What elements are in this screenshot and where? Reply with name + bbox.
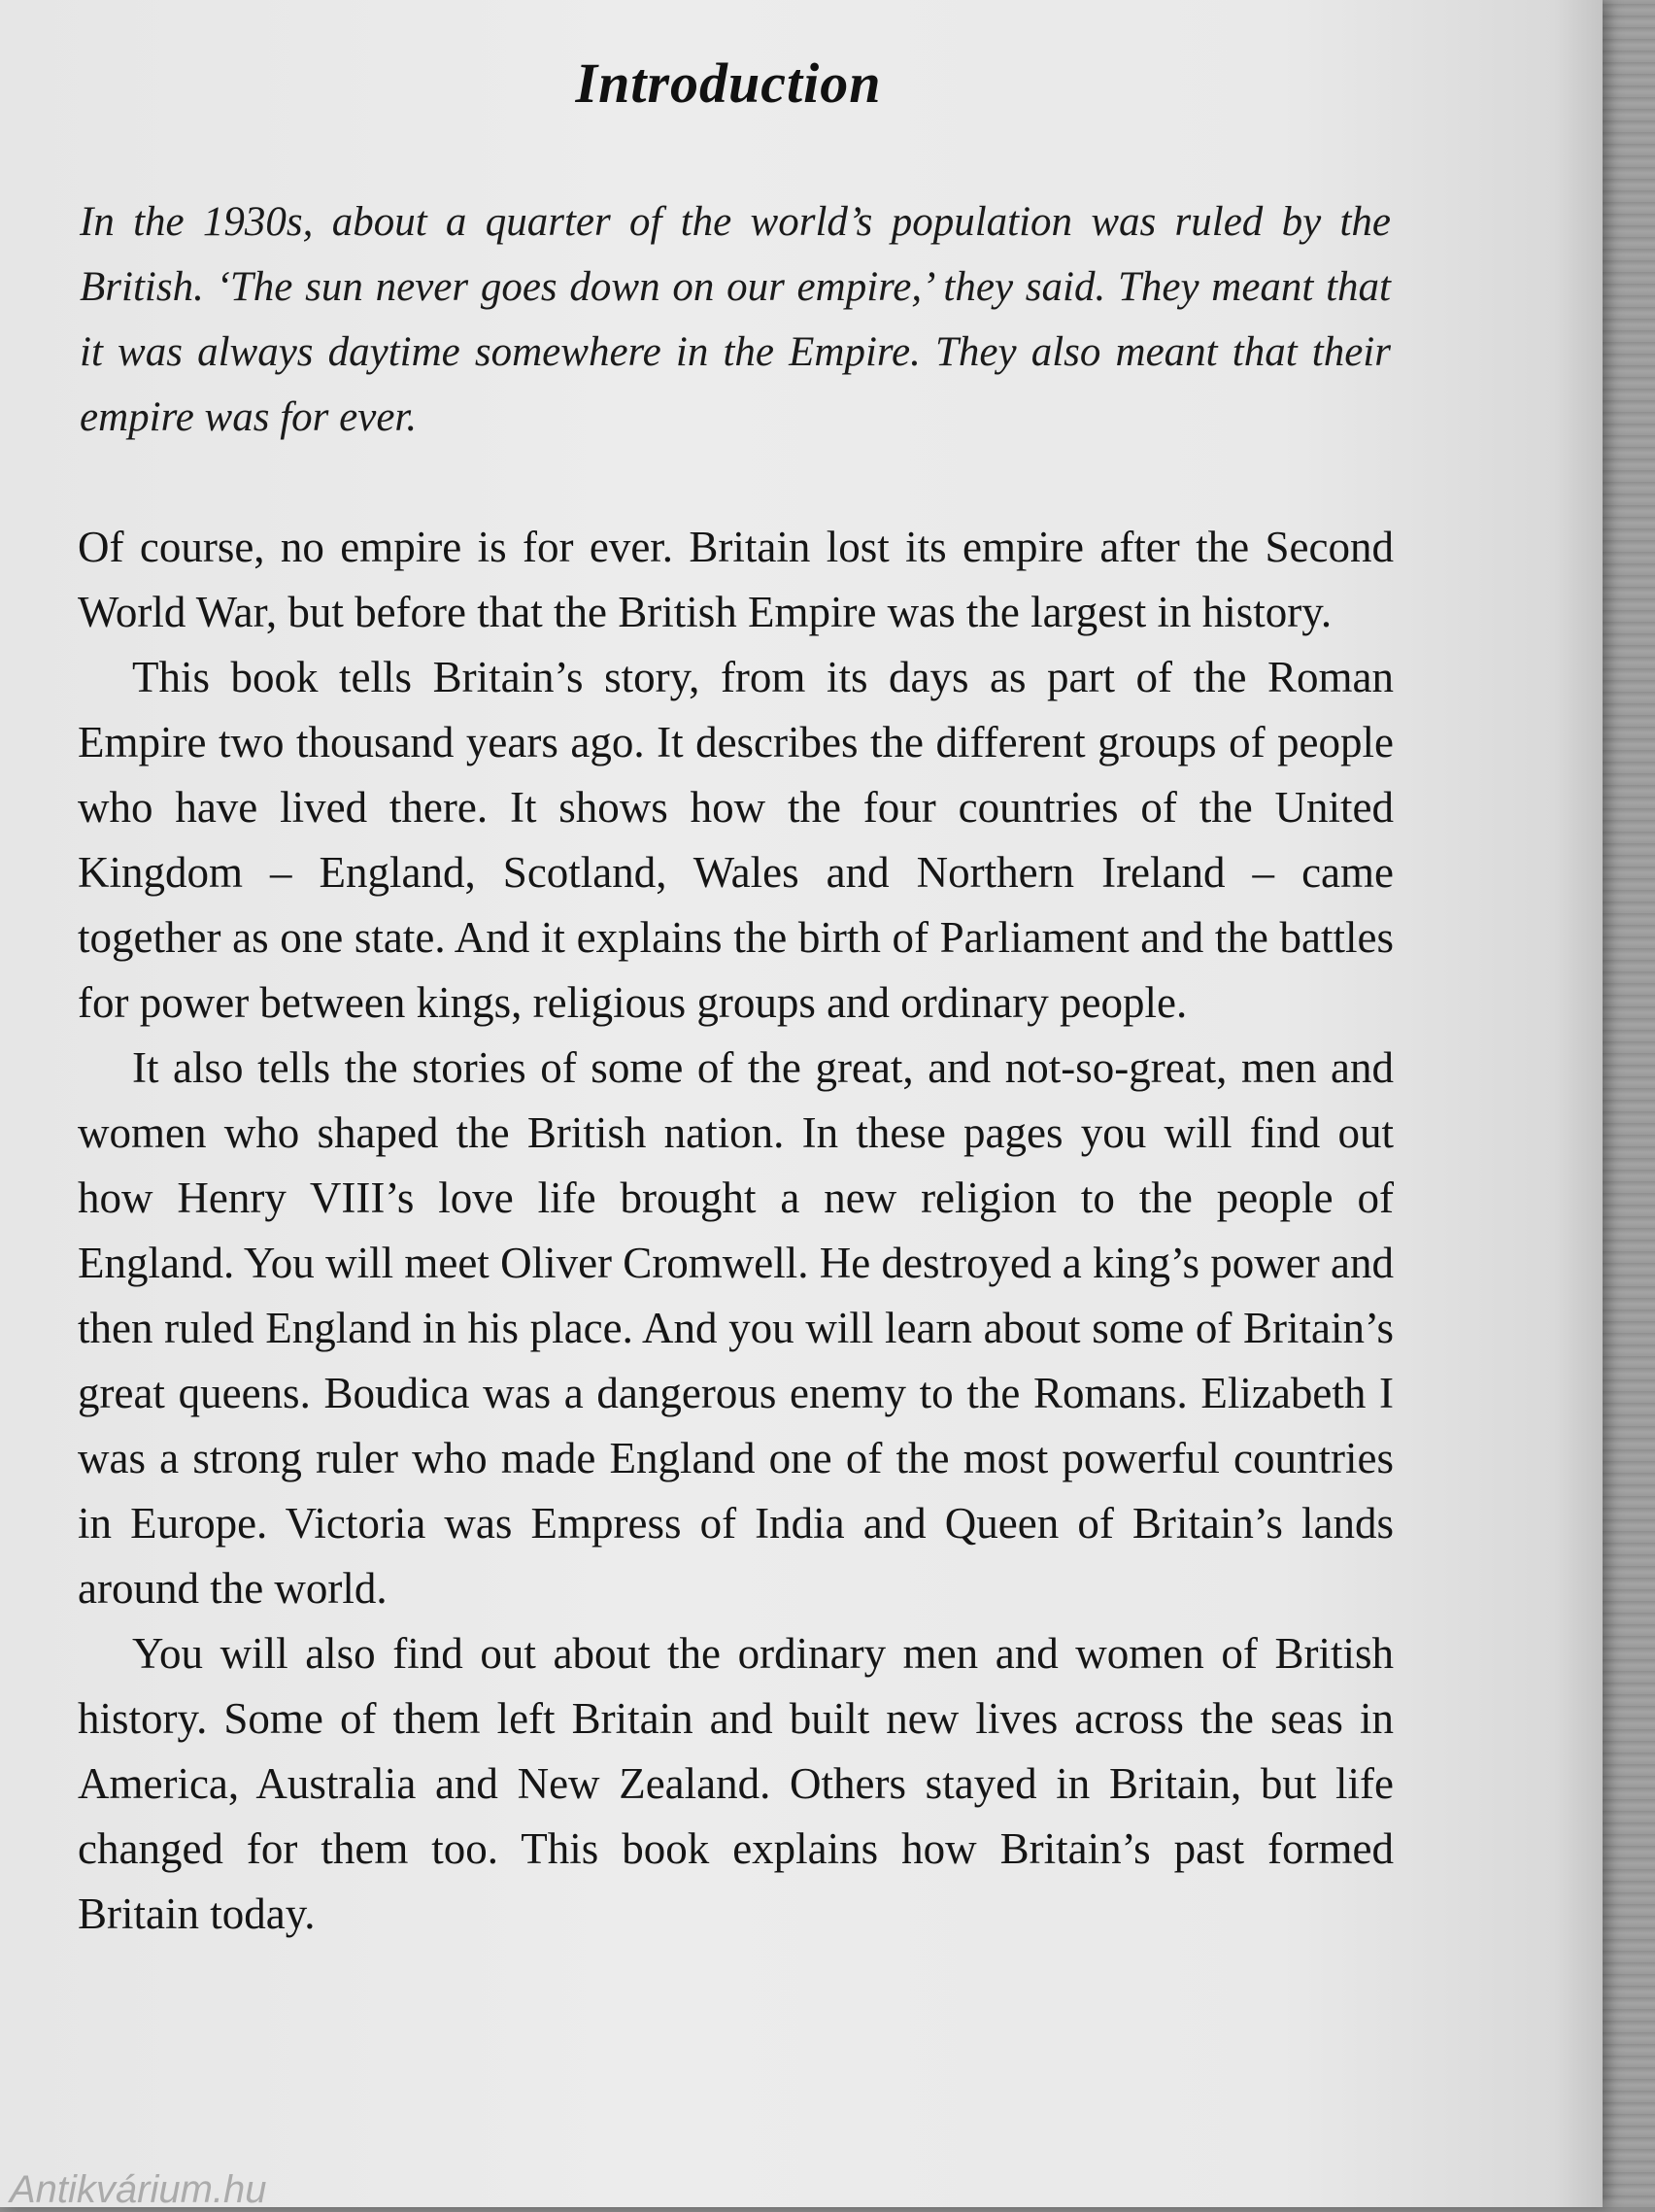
paragraph-4: You will also find out about the ordinary men and women of British history. Some of them left Britain and built new lives across the seas in America, Australia and New Zealand. Others stayed in Britain, but life changed for them too. This book explains how Britain’s past formed Britain today. <box>78 1629 1394 1938</box>
paragraph-1: Of course, no empire is for ever. Britain lost its empire after the Second World War, but before that the British Empire was the largest in history. <box>78 523 1394 636</box>
paragraph-3: It also tells the stories of some of the great, and not-so-great, men and women who shaped the British nation. In these pages you will find out how Henry VIII’s love life brought a new religion to the people of England. You will meet Oliver Cromwell. He destroyed a king’s power and then ruled England in his place. And you will learn about some of Britain’s great queens. Boudica was a dangerous enemy to the Romans. Elizabeth I was a strong ruler who made England one of the most powerful countries in Europe. Victoria was Empress of India and Queen of Britain’s lands around the world. <box>78 1043 1394 1613</box>
watermark: Antikvárium.hu <box>10 2168 267 2211</box>
lead-paragraph: In the 1930s, about a quarter of the world’s population was ruled by the British. ‘The sun never goes down on our empire,’ they said. They meant that it was always daytime somewhere in the Empire. They also meant that their empire was for ever. <box>80 199 1391 440</box>
body-text <box>78 515 1394 1947</box>
paragraph-2: This book tells Britain’s story, from its days as part of the Roman Empire two thousand years ago. It describes the different groups of people who have lived there. It shows how the four countries of the United Kingdom – England, Scotland, Wales and Northern Ireland – came together as one state. And it explains the birth of Parliament and the battles for power between kings, religious groups and ordinary people. <box>78 653 1394 1027</box>
background-strip <box>1597 0 1655 2207</box>
page-title: Introduction <box>575 51 882 115</box>
